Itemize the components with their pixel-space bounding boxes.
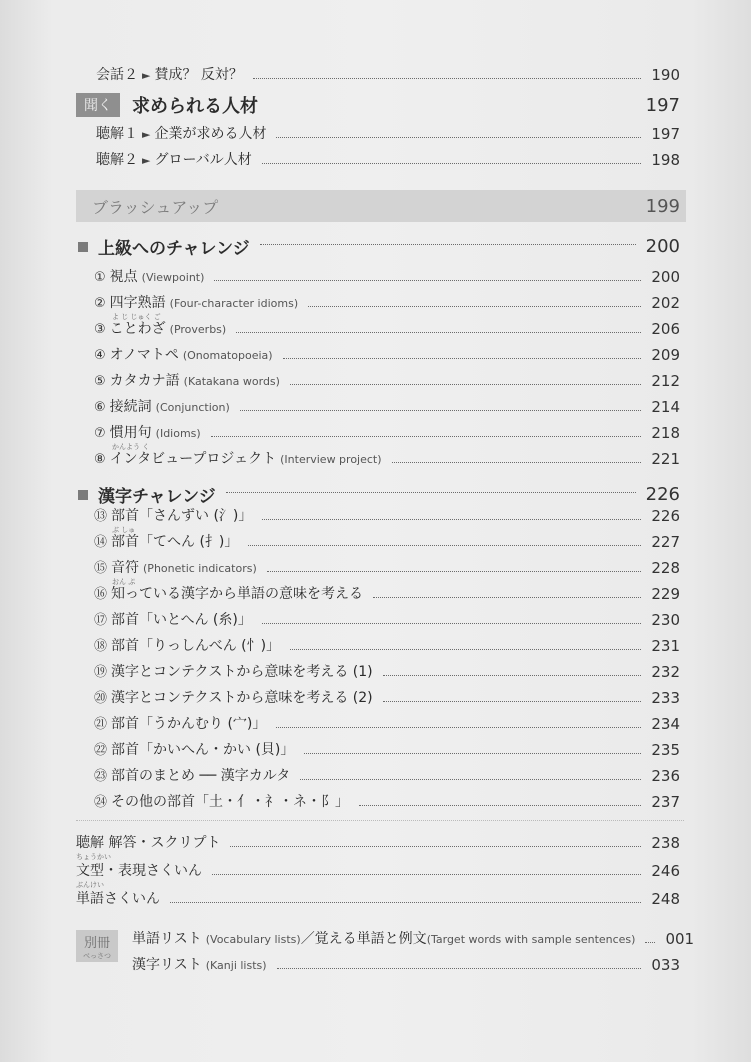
entry-english: (Phonetic indicators) bbox=[143, 562, 257, 575]
entry-title: ことわざ bbox=[109, 321, 166, 337]
entry-label bbox=[94, 396, 230, 416]
dot-leader bbox=[248, 545, 641, 546]
toc-entry[interactable] bbox=[94, 765, 680, 785]
entry-label bbox=[94, 344, 273, 364]
entry-title-2: ／覚える単語と例文 bbox=[300, 931, 427, 947]
toc-entry[interactable] bbox=[94, 583, 680, 603]
entry-label bbox=[96, 64, 243, 84]
entry-page: 228 bbox=[651, 559, 680, 577]
dot-leader bbox=[308, 306, 641, 307]
entry-prefix: 聴解１ bbox=[96, 126, 138, 142]
toc-entry[interactable] bbox=[94, 318, 680, 338]
entry-title: 単語さくいん bbox=[76, 891, 160, 907]
toc-entry[interactable] bbox=[94, 791, 680, 811]
entry-page: 235 bbox=[651, 741, 680, 759]
section-title: 上級へのチャレンジ bbox=[98, 239, 250, 259]
entry-label bbox=[94, 292, 299, 321]
toc-entry-brushup[interactable] bbox=[92, 192, 680, 220]
circled-number: ③ bbox=[94, 322, 106, 337]
section-page: 226 bbox=[645, 484, 680, 505]
circled-number: ㉔ bbox=[94, 795, 108, 810]
entry-title: 部首「りっしんべん (忄)」 bbox=[111, 638, 281, 654]
toc-entry[interactable] bbox=[94, 422, 680, 451]
dot-leader bbox=[645, 942, 655, 943]
entry-title: 慣用句 bbox=[109, 425, 152, 441]
entry-label bbox=[76, 832, 221, 861]
divider bbox=[76, 820, 684, 821]
circled-number: ⑯ bbox=[94, 587, 108, 602]
dot-leader bbox=[230, 846, 641, 847]
entry-label bbox=[94, 448, 382, 468]
entry-page: 198 bbox=[651, 151, 680, 169]
furigana: おん ぷ bbox=[112, 578, 136, 586]
dot-leader bbox=[262, 623, 642, 624]
dot-leader bbox=[212, 874, 641, 875]
dot-leader bbox=[268, 102, 636, 103]
entry-page: 190 bbox=[651, 66, 680, 84]
entry-page: 236 bbox=[651, 767, 680, 785]
entry-page: 214 bbox=[651, 398, 680, 416]
entry-page: 227 bbox=[651, 533, 680, 551]
circled-number: ⑮ bbox=[94, 561, 108, 576]
entry-page: 248 bbox=[651, 890, 680, 908]
dot-leader bbox=[267, 571, 642, 572]
entry-english: (Viewpoint) bbox=[141, 271, 205, 284]
circled-number: ⑥ bbox=[94, 400, 106, 415]
dot-leader bbox=[214, 280, 641, 281]
entry-page: 221 bbox=[651, 450, 680, 468]
section-page: 200 bbox=[645, 236, 680, 257]
toc-entry-choukai1[interactable] bbox=[96, 123, 680, 143]
entry-title: インタビュープロジェクト bbox=[109, 451, 277, 467]
entry-label bbox=[94, 739, 294, 759]
toc-entry[interactable] bbox=[94, 396, 680, 416]
entry-page: 212 bbox=[651, 372, 680, 390]
entry-title: 四字熟語 bbox=[109, 295, 166, 311]
entry-label bbox=[132, 954, 267, 974]
circled-number: ① bbox=[94, 270, 106, 285]
entry-title: 部首「いとへん (糸)」 bbox=[111, 612, 252, 628]
furigana: かんよう く bbox=[112, 443, 150, 451]
entry-title: カタカナ語 bbox=[109, 373, 180, 389]
entry-label bbox=[76, 888, 160, 908]
toc-entry[interactable] bbox=[76, 888, 680, 908]
toc-entry[interactable] bbox=[94, 344, 680, 364]
dot-leader bbox=[383, 675, 642, 676]
entry-label bbox=[94, 370, 280, 390]
entry-title: 漢字とコンテクストから意味を考える (1) bbox=[111, 664, 373, 680]
square-bullet-icon bbox=[78, 490, 88, 500]
circled-number: ⑲ bbox=[94, 665, 108, 680]
entry-english: (Idioms) bbox=[155, 427, 201, 440]
entry-title: 視点 bbox=[109, 269, 138, 285]
square-bullet-icon bbox=[78, 242, 88, 252]
toc-section-joukyuu[interactable] bbox=[78, 234, 680, 259]
dot-leader bbox=[300, 779, 641, 780]
toc-entry[interactable] bbox=[94, 505, 680, 534]
dot-leader bbox=[262, 519, 641, 520]
entry-title: 部首「かいへん・かい (貝)」 bbox=[111, 742, 295, 758]
toc-entry[interactable] bbox=[132, 928, 695, 948]
entry-label bbox=[94, 687, 373, 707]
entry-page: 218 bbox=[651, 424, 680, 442]
toc-entry[interactable] bbox=[94, 713, 680, 733]
entry-label bbox=[96, 123, 266, 143]
toc-entry[interactable] bbox=[94, 609, 680, 629]
entry-english: (Vocabulary lists) bbox=[205, 933, 301, 946]
circled-number: ⑭ bbox=[94, 535, 108, 550]
entry-english: (Conjunction) bbox=[155, 401, 230, 414]
entry-page: 234 bbox=[651, 715, 680, 733]
dot-leader bbox=[304, 753, 641, 754]
circled-number: ② bbox=[94, 296, 106, 311]
dot-leader bbox=[276, 137, 641, 138]
arrow-icon: ► bbox=[142, 154, 151, 167]
arrow-icon: ► bbox=[142, 128, 151, 141]
entry-label bbox=[94, 609, 252, 629]
entry-page: 229 bbox=[651, 585, 680, 603]
entry-title: 単語リスト bbox=[132, 931, 202, 947]
entry-label bbox=[94, 318, 226, 338]
brushup-page: 199 bbox=[645, 195, 680, 217]
toc-entry[interactable] bbox=[94, 531, 680, 551]
circled-number: ⑬ bbox=[94, 509, 108, 524]
section-title: 漢字チャレンジ bbox=[98, 487, 216, 507]
entry-label bbox=[96, 149, 252, 169]
toc-entry[interactable] bbox=[94, 448, 680, 468]
section-page: 197 bbox=[645, 94, 680, 116]
entry-title: 賛成？ 反対？ bbox=[154, 67, 243, 83]
toc-entry[interactable] bbox=[94, 370, 680, 390]
bessatsu-badge: 別冊 bbox=[83, 936, 110, 951]
toc-entry[interactable] bbox=[94, 266, 680, 286]
circled-number: ㉑ bbox=[94, 717, 108, 732]
entry-label bbox=[94, 557, 257, 586]
entry-label bbox=[94, 422, 201, 451]
entry-page: 232 bbox=[651, 663, 680, 681]
bessatsu-badge-ruby: べっさつ bbox=[83, 952, 111, 960]
entry-english-2: (Target words with sample sentences) bbox=[426, 933, 636, 946]
dot-leader bbox=[253, 78, 641, 79]
entry-page: 206 bbox=[651, 320, 680, 338]
entry-english: (Four-character idioms) bbox=[169, 297, 299, 310]
entry-page: 226 bbox=[651, 507, 680, 525]
entry-english: (Onomatopoeia) bbox=[182, 349, 273, 362]
entry-title: 企業が求める人材 bbox=[154, 126, 267, 142]
toc-entry[interactable] bbox=[94, 661, 680, 681]
circled-number: ⑳ bbox=[94, 691, 108, 706]
arrow-icon: ► bbox=[142, 69, 151, 82]
entry-title: その他の部首「土・亻・礻・ネ・阝」 bbox=[111, 794, 350, 810]
bessatsu-badge-box bbox=[76, 930, 118, 962]
entry-page: 209 bbox=[651, 346, 680, 364]
dot-leader bbox=[262, 163, 642, 164]
entry-english: (Proverbs) bbox=[169, 323, 227, 336]
entry-english: (Interview project) bbox=[280, 453, 382, 466]
furigana: ぶんけい bbox=[76, 881, 104, 889]
section-badge: 聞く bbox=[76, 93, 120, 117]
entry-title: 部首「てへん (扌)」 bbox=[111, 534, 239, 550]
entry-label bbox=[94, 635, 280, 655]
section-title: 求められる人材 bbox=[132, 96, 258, 117]
dot-leader bbox=[277, 968, 642, 969]
dot-leader bbox=[226, 492, 636, 493]
entry-page: 231 bbox=[651, 637, 680, 655]
entry-title: 知っている漢字から単語の意味を考える bbox=[111, 586, 364, 602]
dot-leader bbox=[383, 701, 642, 702]
toc-entry[interactable] bbox=[94, 739, 680, 759]
entry-page: 200 bbox=[651, 268, 680, 286]
toc-entry[interactable] bbox=[76, 860, 680, 889]
entry-title: 部首のまとめ ── 漢字カルタ bbox=[111, 768, 291, 784]
entry-english: (Katakana words) bbox=[183, 375, 280, 388]
entry-page: 197 bbox=[651, 125, 680, 143]
entry-title: 音符 bbox=[111, 560, 140, 576]
dot-leader bbox=[373, 597, 641, 598]
entry-label bbox=[94, 791, 349, 811]
toc-entry[interactable] bbox=[132, 954, 680, 974]
entry-page: 230 bbox=[651, 611, 680, 629]
entry-label bbox=[94, 266, 204, 286]
toc-entry[interactable] bbox=[94, 292, 680, 321]
dot-leader bbox=[170, 902, 641, 903]
entry-label bbox=[94, 713, 266, 733]
entry-title: 漢字リスト bbox=[132, 957, 202, 973]
entry-title: オノマトペ bbox=[109, 347, 179, 363]
entry-title: 接続詞 bbox=[109, 399, 152, 415]
entry-title: グローバル人材 bbox=[154, 152, 252, 168]
entry-title: 聴解 解答・スクリプト bbox=[76, 835, 221, 851]
dot-leader bbox=[240, 410, 642, 411]
dot-leader bbox=[392, 462, 642, 463]
entry-prefix: 聴解２ bbox=[96, 152, 138, 168]
toc-entry[interactable] bbox=[76, 832, 680, 861]
entry-prefix: 会話２ bbox=[96, 67, 138, 83]
entry-page: 202 bbox=[651, 294, 680, 312]
entry-label bbox=[94, 765, 290, 785]
circled-number: ⑰ bbox=[94, 613, 108, 628]
circled-number: ⑤ bbox=[94, 374, 106, 389]
toc-entry-choukai2[interactable] bbox=[96, 149, 680, 169]
entry-title: 部首「うかんむり (宀)」 bbox=[111, 716, 267, 732]
toc-entry[interactable] bbox=[94, 635, 680, 655]
entry-label bbox=[76, 860, 202, 889]
circled-number: ④ bbox=[94, 348, 106, 363]
furigana: よ じ じゅく ご bbox=[112, 313, 161, 321]
dot-leader bbox=[290, 649, 641, 650]
toc-entry[interactable] bbox=[94, 557, 680, 586]
entry-label bbox=[132, 928, 635, 948]
circled-number: ⑦ bbox=[94, 426, 106, 441]
dot-leader bbox=[211, 436, 642, 437]
circled-number: ⑱ bbox=[94, 639, 108, 654]
dot-leader bbox=[236, 332, 641, 333]
entry-page: 001 bbox=[665, 930, 695, 948]
entry-page: 237 bbox=[651, 793, 680, 811]
entry-page: 238 bbox=[651, 834, 680, 852]
entry-title: 文型・表現さくいん bbox=[76, 863, 202, 879]
entry-title: 部首「さんずい (氵)」 bbox=[111, 508, 253, 524]
dot-leader bbox=[276, 727, 641, 728]
dot-leader bbox=[283, 358, 642, 359]
furigana: ちょうかい bbox=[76, 853, 111, 861]
toc-entry[interactable] bbox=[94, 687, 680, 707]
circled-number: ⑧ bbox=[94, 452, 106, 467]
entry-label bbox=[94, 661, 373, 681]
entry-english: (Kanji lists) bbox=[205, 959, 267, 972]
dot-leader bbox=[359, 805, 641, 806]
entry-page: 033 bbox=[651, 956, 680, 974]
dot-leader bbox=[290, 384, 641, 385]
entry-page: 233 bbox=[651, 689, 680, 707]
entry-label bbox=[94, 583, 363, 603]
furigana: ぶ しゅ bbox=[112, 526, 136, 534]
circled-number: ㉓ bbox=[94, 769, 108, 784]
toc-entry-kiku[interactable] bbox=[76, 92, 680, 118]
dot-leader bbox=[260, 244, 636, 245]
entry-page: 246 bbox=[651, 862, 680, 880]
toc-entry-kaiwa2[interactable] bbox=[96, 64, 680, 84]
toc-section-kanji[interactable] bbox=[78, 482, 680, 507]
entry-title: 漢字とコンテクストから意味を考える (2) bbox=[111, 690, 373, 706]
brushup-title: ブラッシュアップ bbox=[92, 197, 219, 217]
entry-label bbox=[94, 531, 238, 551]
circled-number: ㉒ bbox=[94, 743, 108, 758]
entry-label bbox=[94, 505, 253, 534]
